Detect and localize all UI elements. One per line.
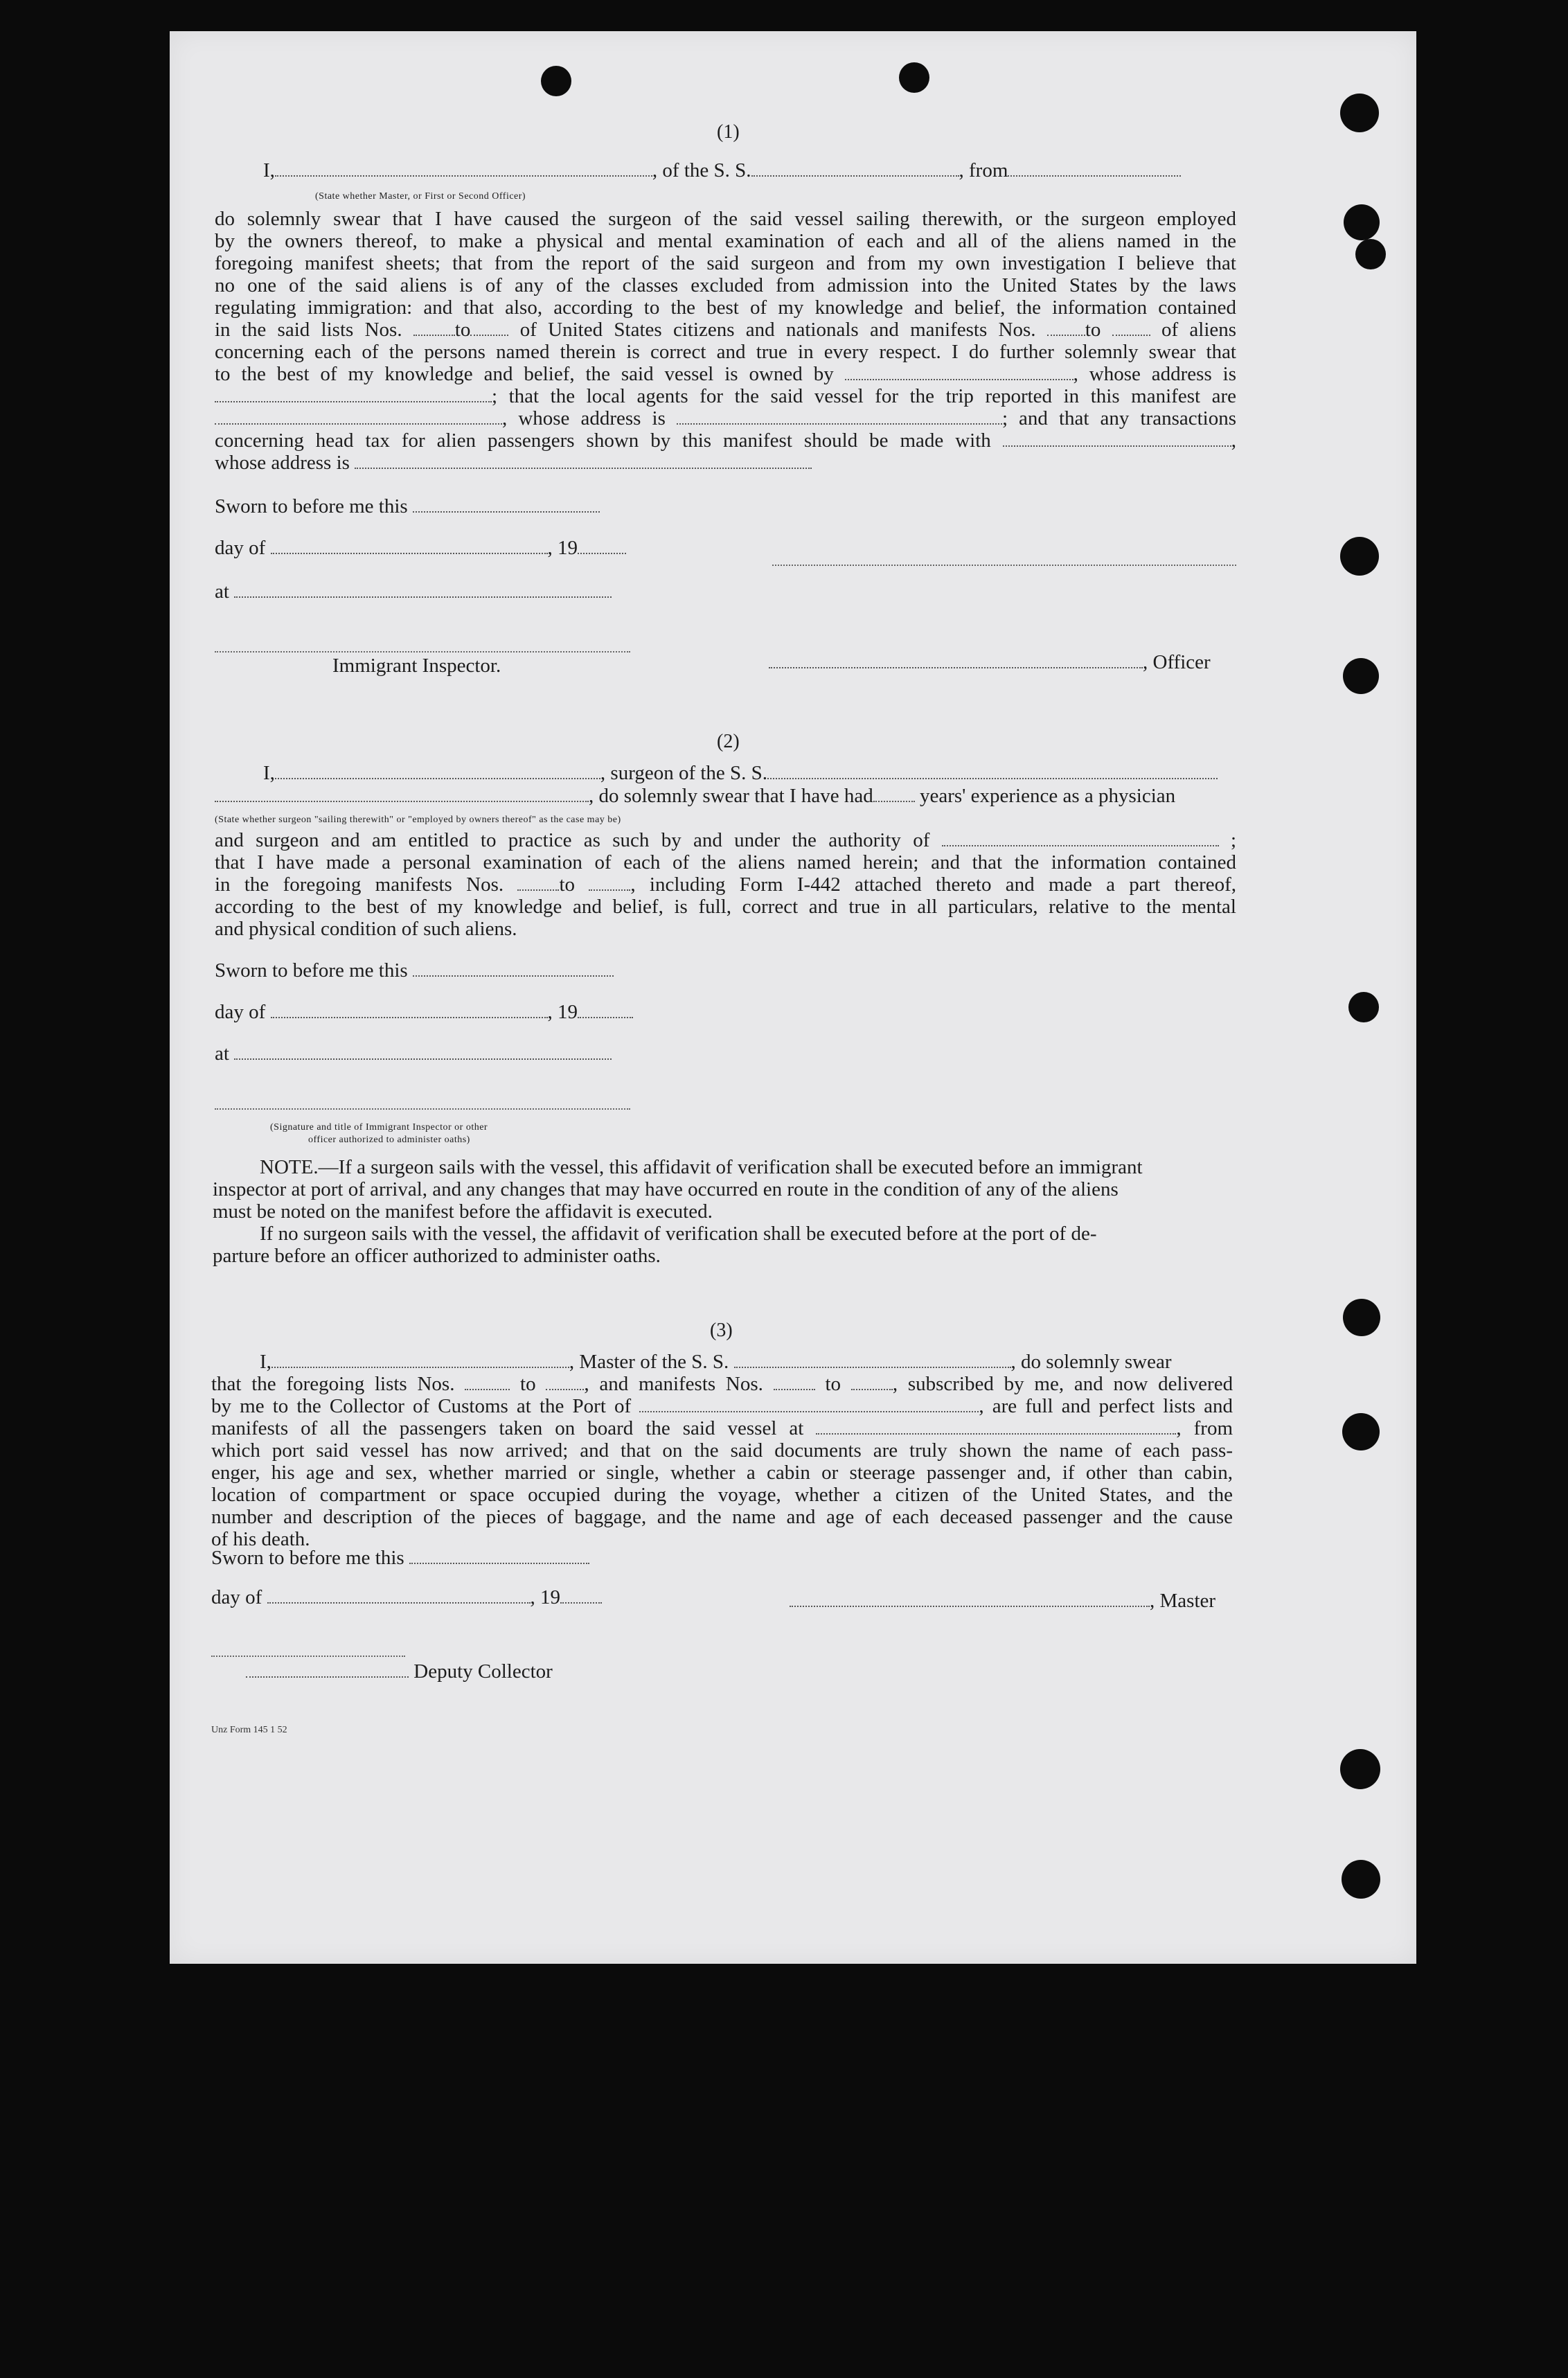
place-line: at	[215, 580, 612, 603]
oath-line: I, , surgeon of the S. S.	[263, 762, 1218, 784]
note-line: inspector at port of arrival, and any changes that may have occurred en route in the condition of any of the aliens	[213, 1178, 1119, 1200]
section-number: (3)	[710, 1320, 733, 1341]
officer-line: , Officer	[769, 651, 1211, 673]
date-line: day of , 19	[215, 537, 626, 559]
paragraph-line: enger, his age and sex, whether married or single, whether a cabin or steerage passenger and, if other than cabin,	[211, 1462, 1233, 1484]
paragraph-line: regulating immigration: and that also, according to the best of my knowledge and belief, the information contained	[215, 296, 1236, 319]
punch-hole	[1343, 1299, 1380, 1336]
paragraph-line: in the foregoing manifests Nos. to , including Form I-442 attached thereto and made a part thereof,	[215, 873, 1237, 896]
punch-hole	[1340, 1749, 1380, 1789]
punch-hole	[1344, 204, 1380, 240]
paragraph-line: no one of the said aliens is of any of the classes excluded from admission into the United States by the laws	[215, 274, 1236, 296]
punch-hole	[1342, 1413, 1380, 1450]
punch-hole	[1355, 239, 1386, 269]
inspector-label: Immigrant Inspector.	[332, 655, 501, 677]
paragraph-line: location of compartment or space occupied during the voyage, whether a citizen of the United States, and the	[211, 1484, 1233, 1506]
paragraph-line: , whose address is ; and that any transactions	[215, 408, 1236, 430]
sworn-label: Sworn to before me this	[215, 495, 600, 517]
paragraph-line: according to the best of my knowledge and belief, is full, correct and true in all particulars, relative to the mental	[215, 896, 1236, 918]
paragraph-line: which port said vessel has now arrived; and that on the said documents are truly shown the name of each pass-	[211, 1439, 1233, 1462]
note-line: NOTE.—If a surgeon sails with the vessel, this affidavit of verification shall be executed before an immigrant	[260, 1156, 1143, 1178]
note-line: parture before an officer authorized to administer oaths.	[213, 1245, 661, 1267]
note-line: must be noted on the manifest before the affidavit is executed.	[213, 1200, 713, 1223]
punch-hole	[1348, 992, 1379, 1022]
place-line: at	[215, 1042, 612, 1065]
paragraph-line: and surgeon and am entitled to practice as such by and under the authority of ;	[215, 829, 1237, 851]
punch-hole	[1343, 658, 1379, 694]
paragraph-line: by the owners thereof, to make a physical and mental examination of each and all of the aliens named in the	[215, 230, 1236, 252]
oath-line: I, , of the S. S. , from	[263, 159, 1181, 181]
paragraph-line: that the foregoing lists Nos. to , and manifests Nos. to , subscribed by me, and now delivered	[211, 1373, 1233, 1395]
field-caption: (State whether surgeon "sailing therewith" or "employed by owners thereof" as the case may be)	[215, 815, 621, 825]
date-line: day of , 19	[215, 1001, 633, 1023]
date-line: day of , 19	[211, 1586, 602, 1608]
punch-hole	[1340, 537, 1379, 576]
paragraph-line: of his death.	[211, 1528, 310, 1550]
punch-hole	[1342, 1860, 1380, 1899]
note-line: If no surgeon sails with the vessel, the affidavit of verification shall be executed before at the port of de-	[260, 1223, 1097, 1245]
signature-line	[772, 565, 1236, 566]
paragraph-line: manifests of all the passengers taken on board the said vessel at , from	[211, 1417, 1233, 1439]
sworn-label: Sworn to before me this	[211, 1547, 589, 1569]
paragraph-line: to the best of my knowledge and belief, the said vessel is owned by , whose address is	[215, 363, 1237, 385]
section-number: (1)	[717, 121, 740, 143]
paragraph-line: in the said lists Nos. to of United States citizens and nationals and manifests Nos. to of aliens	[215, 319, 1237, 341]
paragraph-line: and physical condition of such aliens.	[215, 918, 517, 940]
paragraph-line: concerning each of the persons named therein is correct and true in every respect. I do further solemnly swear that	[215, 341, 1236, 363]
paragraph-line: whose address is	[215, 452, 1236, 474]
signature-line	[211, 1656, 405, 1657]
punch-hole	[1340, 94, 1379, 132]
form-number: Unz Form 145 1 52	[211, 1725, 287, 1735]
signature-caption: officer authorized to administer oaths)	[308, 1135, 470, 1145]
section-number: (2)	[717, 731, 740, 752]
field-caption: (State whether Master, or First or Second Officer)	[315, 191, 526, 202]
paragraph-line: ; that the local agents for the said vessel for the trip reported in this manifest are	[215, 386, 1236, 408]
signature-caption: (Signature and title of Immigrant Inspector or other	[270, 1122, 488, 1133]
paragraph-line: that I have made a personal examination of each of the aliens named herein; and that the information contained	[215, 851, 1236, 873]
oath-line: I, , Master of the S. S. , do solemnly swear	[260, 1351, 1172, 1373]
deputy-collector-line: Deputy Collector	[246, 1660, 553, 1683]
punch-hole	[899, 62, 929, 93]
paragraph-line: by me to the Collector of Customs at the Port of , are full and perfect lists and	[211, 1395, 1233, 1417]
paragraph-line: concerning head tax for alien passengers shown by this manifest should be made with ,	[215, 429, 1237, 452]
paragraph-line: number and description of the pieces of baggage, and the name and age of each deceased passenger and the cause	[211, 1506, 1233, 1528]
punch-hole	[541, 66, 571, 96]
signature-line	[215, 1108, 630, 1110]
oath-line: , do solemnly swear that I have had years' experience as a physician	[215, 785, 1175, 807]
paragraph-line: foregoing manifest sheets; that from the report of the said surgeon and from my own investigation I believe that	[215, 252, 1236, 274]
master-line: , Master	[790, 1590, 1215, 1612]
sworn-label: Sworn to before me this	[215, 959, 614, 982]
paragraph-line: do solemnly swear that I have caused the surgeon of the said vessel sailing therewith, or the surgeon employed	[215, 208, 1236, 230]
document-page	[170, 31, 1416, 1964]
signature-line	[215, 651, 630, 653]
